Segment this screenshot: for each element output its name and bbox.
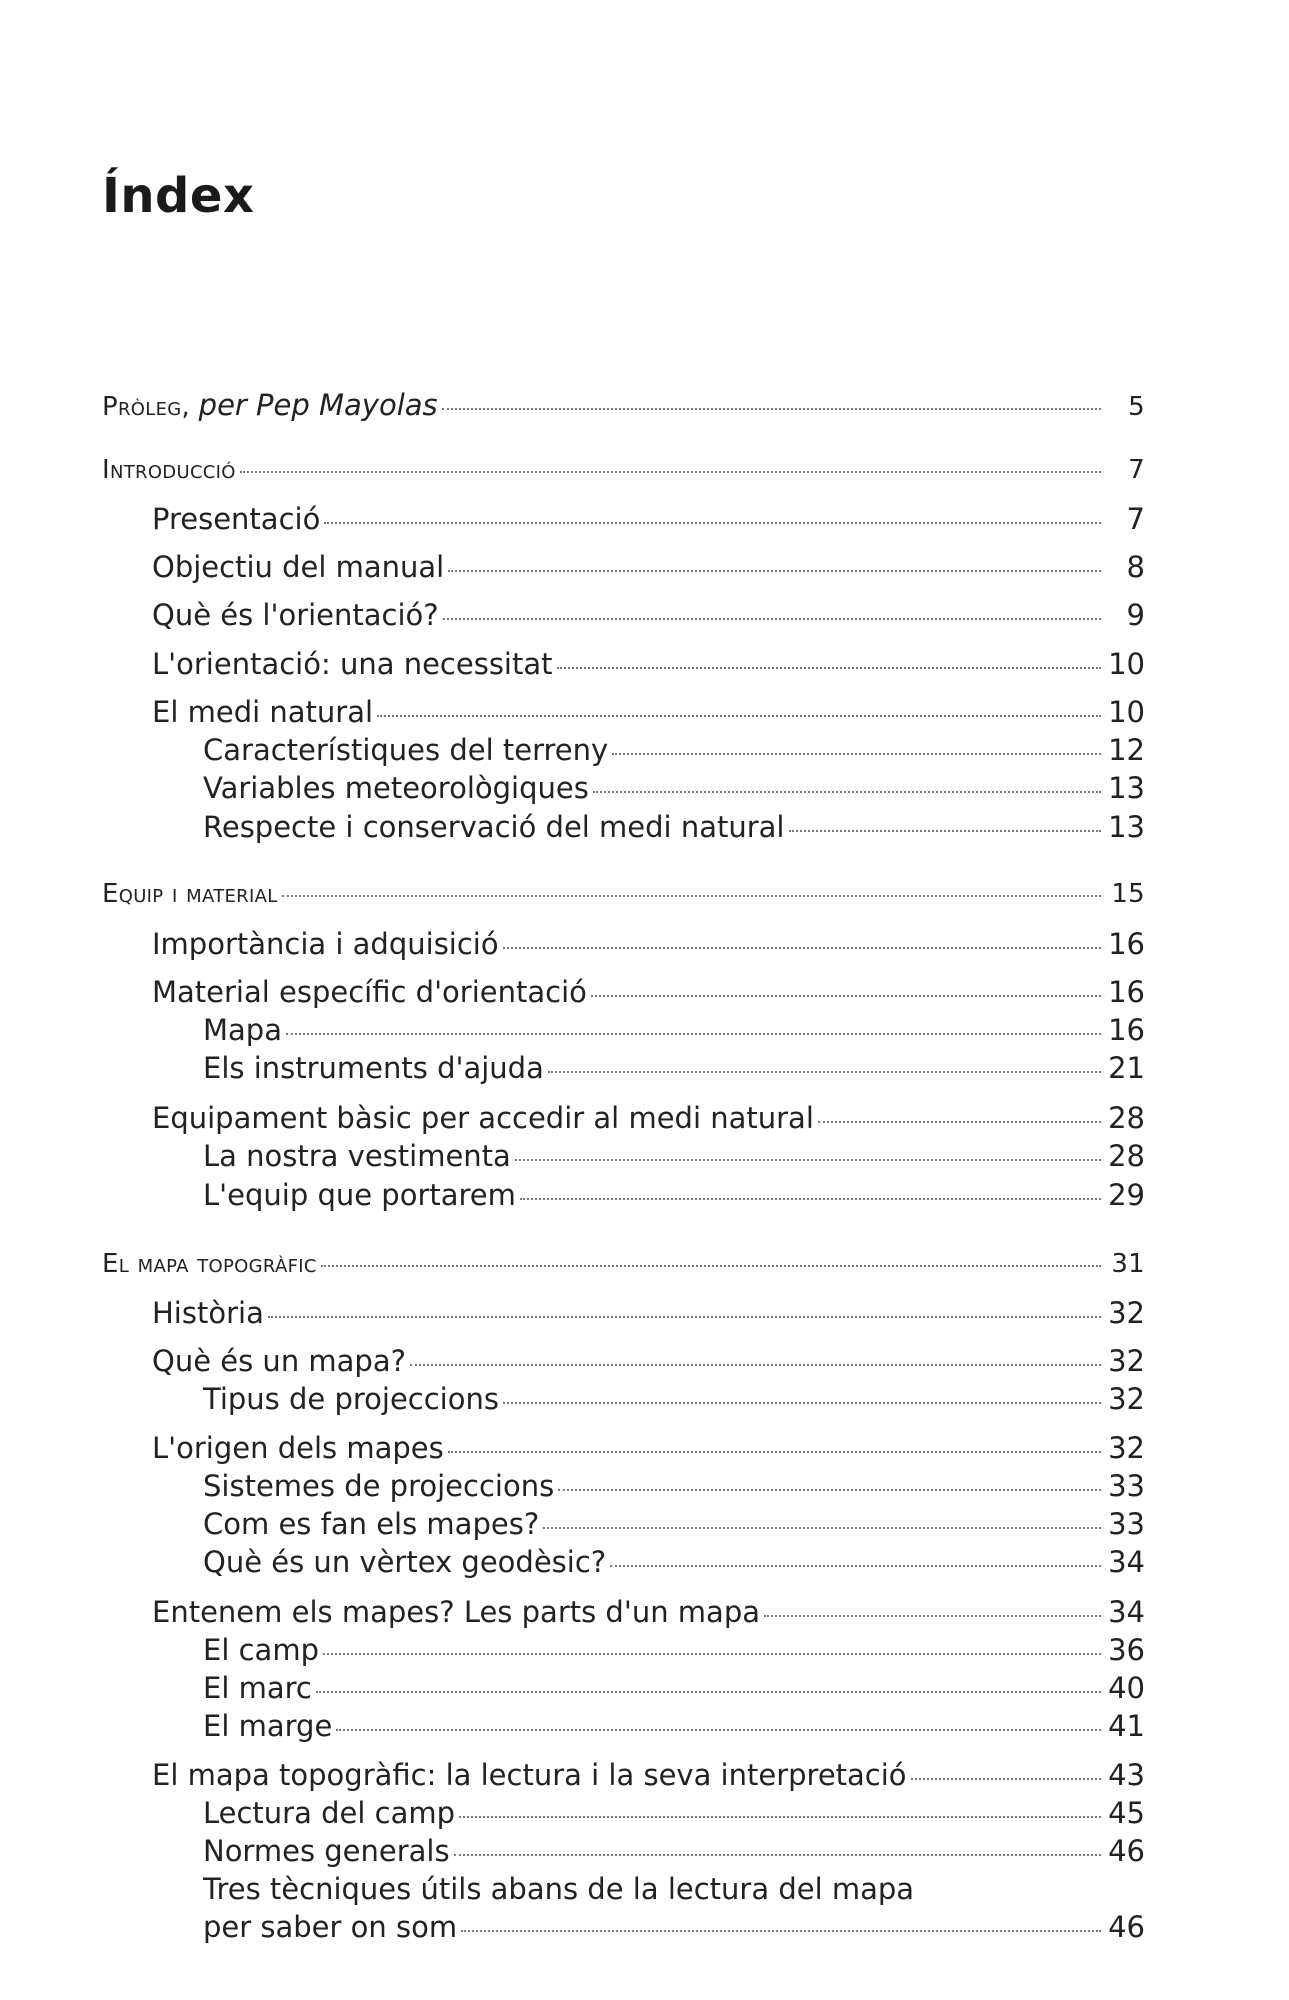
toc-entry-page: 16 (1108, 927, 1145, 961)
toc-entry-page: 31 (1111, 1249, 1145, 1279)
toc-entry[interactable] (152, 1294, 1145, 1332)
toc-entry-page: 41 (1108, 1709, 1145, 1743)
toc-entry-page: 9 (1126, 598, 1145, 632)
toc-entry-page: 32 (1108, 1344, 1145, 1378)
toc-entry-page: 5 (1128, 392, 1145, 422)
dot-leader (610, 1565, 1101, 1567)
dot-leader (557, 667, 1102, 669)
toc-entry-label: L'origen dels mapes (152, 1431, 444, 1465)
toc-entry-label: Material específic d'orientació (152, 975, 587, 1009)
toc-entry-label: Pròleg, (102, 392, 191, 422)
toc-entry[interactable] (152, 1342, 1145, 1380)
toc-subentry[interactable] (203, 1543, 1145, 1581)
page-title: Índex (102, 168, 255, 224)
toc-entry-label: Història (152, 1296, 264, 1330)
toc-subentry-first-line[interactable]: Tres tècniques útils abans de la lectura del mapa (203, 1872, 915, 1906)
dot-leader (321, 1265, 1101, 1267)
toc-entry[interactable] (152, 596, 1145, 634)
toc-entry-page: 36 (1108, 1633, 1145, 1667)
toc-entry-page: 32 (1108, 1296, 1145, 1330)
toc-entry-page: 28 (1108, 1101, 1145, 1135)
toc-entry-page: 15 (1111, 879, 1145, 909)
dot-leader (548, 1071, 1101, 1073)
toc-entry-label: El marc (203, 1671, 312, 1705)
dot-leader (593, 791, 1101, 793)
dot-leader (515, 1159, 1101, 1161)
toc-entry[interactable] (152, 1593, 1145, 1631)
dot-leader (240, 471, 1101, 473)
toc-entry-page: 29 (1108, 1178, 1145, 1212)
toc-entry-author: per Pep Mayolas (198, 388, 438, 422)
toc-entry-prologue[interactable] (102, 386, 1145, 424)
toc-entry-label: Entenem els mapes? Les parts d'un mapa (152, 1595, 760, 1629)
toc-entry-label: L'equip que portarem (203, 1178, 516, 1212)
toc-subentry[interactable] (203, 1049, 1145, 1087)
toc-entry[interactable] (152, 1099, 1145, 1137)
dot-leader (316, 1691, 1101, 1693)
toc-entry-page: 16 (1108, 1013, 1145, 1047)
toc-subentry[interactable] (203, 769, 1145, 807)
toc-entry-page: 46 (1108, 1910, 1145, 1944)
dot-leader (323, 1653, 1101, 1655)
dot-leader (268, 1316, 1101, 1318)
toc-entry-label: La nostra vestimenta (203, 1139, 511, 1173)
dot-leader (591, 995, 1101, 997)
toc-entry-page: 10 (1108, 695, 1145, 729)
toc-entry[interactable] (152, 500, 1145, 538)
dot-leader (503, 1402, 1101, 1404)
toc-entry-page: 7 (1126, 502, 1145, 536)
toc-entry-page: 21 (1108, 1051, 1145, 1085)
toc-entry-page: 32 (1108, 1382, 1145, 1416)
toc-entry-label: Variables meteorològiques (203, 771, 589, 805)
toc-entry-page: 40 (1108, 1671, 1145, 1705)
toc-entry-label: Importància i adquisició (152, 927, 499, 961)
toc-entry-topographic-map[interactable] (102, 1245, 1145, 1283)
toc-entry-label: Respecte i conservació del medi natural (203, 810, 785, 844)
toc-entry-page: 33 (1108, 1507, 1145, 1541)
toc-entry-label: El marge (203, 1709, 333, 1743)
toc-entry-label: Mapa (203, 1013, 282, 1047)
toc-entry-label: Com es fan els mapes? (203, 1507, 540, 1541)
toc-entry-page: 43 (1108, 1758, 1145, 1792)
toc-entry-label: per saber on som (203, 1910, 458, 1944)
toc-subentry[interactable] (203, 1669, 1145, 1707)
toc-entry-label: El medi natural (152, 695, 374, 729)
toc-subentry[interactable] (203, 1505, 1145, 1543)
toc-entry-page: 7 (1128, 455, 1145, 485)
dot-leader (448, 1451, 1101, 1453)
dot-leader (459, 1816, 1101, 1818)
toc-entry-page: 46 (1108, 1834, 1145, 1868)
toc-subentry[interactable] (203, 1794, 1145, 1832)
toc-entry-label: Lectura del camp (203, 1796, 455, 1830)
dot-leader (520, 1198, 1101, 1200)
toc-entry[interactable] (152, 1756, 1145, 1794)
dot-leader (286, 1033, 1101, 1035)
toc-entry-equipment[interactable] (102, 875, 1145, 913)
toc-subentry[interactable] (203, 1176, 1145, 1214)
toc-entry-label: Sistemes de projeccions (203, 1469, 555, 1503)
dot-leader (410, 1364, 1101, 1366)
dot-leader (612, 753, 1101, 755)
dot-leader (818, 1121, 1101, 1123)
dot-leader (377, 715, 1101, 717)
dot-leader (543, 1527, 1101, 1529)
toc-subentry[interactable] (203, 1380, 1145, 1418)
toc-entry-label: Introducció (102, 455, 236, 485)
toc-subentry[interactable] (203, 1631, 1145, 1669)
dot-leader (911, 1778, 1101, 1780)
toc-subentry[interactable] (203, 1011, 1145, 1049)
toc-entry-page: 8 (1126, 550, 1145, 584)
dot-leader (448, 570, 1101, 572)
toc-entry-label: Presentació (152, 502, 321, 536)
toc-entry-label: El mapa topogràfic: la lectura i la seva interpretació (152, 1758, 907, 1792)
toc-entry[interactable] (152, 693, 1145, 731)
toc-subentry[interactable] (203, 1467, 1145, 1505)
toc-entry-page: 28 (1108, 1139, 1145, 1173)
toc-entry-label: Els instruments d'ajuda (203, 1051, 544, 1085)
toc-entry-label: Què és un mapa? (152, 1344, 407, 1378)
toc-entry-page: 12 (1108, 733, 1145, 767)
toc-subentry[interactable] (203, 1908, 1145, 1946)
toc-subentry[interactable] (203, 1137, 1145, 1175)
dot-leader (789, 830, 1102, 832)
dot-leader (558, 1489, 1101, 1491)
toc-entry-label: Normes generals (203, 1834, 450, 1868)
toc-entry-introduction[interactable] (102, 451, 1145, 489)
toc-entry-label: L'orientació: una necessitat (152, 647, 553, 681)
toc-entry-label: El camp (203, 1633, 319, 1667)
toc-entry-page: 45 (1108, 1796, 1145, 1830)
toc-subentry[interactable] (203, 808, 1145, 846)
toc-entry[interactable] (152, 548, 1145, 586)
dot-leader (503, 947, 1101, 949)
toc-entry-label: Objectiu del manual (152, 550, 445, 584)
toc-entry[interactable] (152, 925, 1145, 963)
toc-entry-label: Tipus de projeccions (203, 1382, 499, 1416)
dot-leader (764, 1615, 1101, 1617)
dot-leader (442, 408, 1101, 410)
toc-entry-page: 16 (1108, 975, 1145, 1009)
toc-entry-page: 34 (1108, 1545, 1145, 1579)
dot-leader (282, 895, 1101, 897)
dot-leader (454, 1854, 1101, 1856)
toc-entry-page: 10 (1108, 647, 1145, 681)
toc-entry[interactable] (152, 645, 1145, 683)
toc-entry[interactable] (152, 1429, 1145, 1467)
toc-subentry[interactable] (203, 1707, 1145, 1745)
toc-entry-page: 13 (1108, 771, 1145, 805)
toc-subentry[interactable] (203, 731, 1145, 769)
toc-entry-page: 34 (1108, 1595, 1145, 1629)
toc-entry-label: Què és un vèrtex geodèsic? (203, 1545, 607, 1579)
dot-leader (461, 1930, 1101, 1932)
toc-entry-label: Què és l'orientació? (152, 598, 439, 632)
dot-leader (443, 618, 1101, 620)
dot-leader (324, 522, 1101, 524)
dot-leader (336, 1729, 1101, 1731)
toc-entry[interactable] (152, 973, 1145, 1011)
toc-entry-label: Equip i material (102, 879, 278, 909)
toc-entry-label: El mapa topogràfic (102, 1249, 317, 1279)
toc-entry-label: Característiques del terreny (203, 733, 609, 767)
toc-entry-label: Equipament bàsic per accedir al medi natural (152, 1101, 814, 1135)
toc-subentry[interactable] (203, 1832, 1145, 1870)
toc-entry-page: 13 (1108, 810, 1145, 844)
toc-entry-page: 33 (1108, 1469, 1145, 1503)
toc-entry-page: 32 (1108, 1431, 1145, 1465)
